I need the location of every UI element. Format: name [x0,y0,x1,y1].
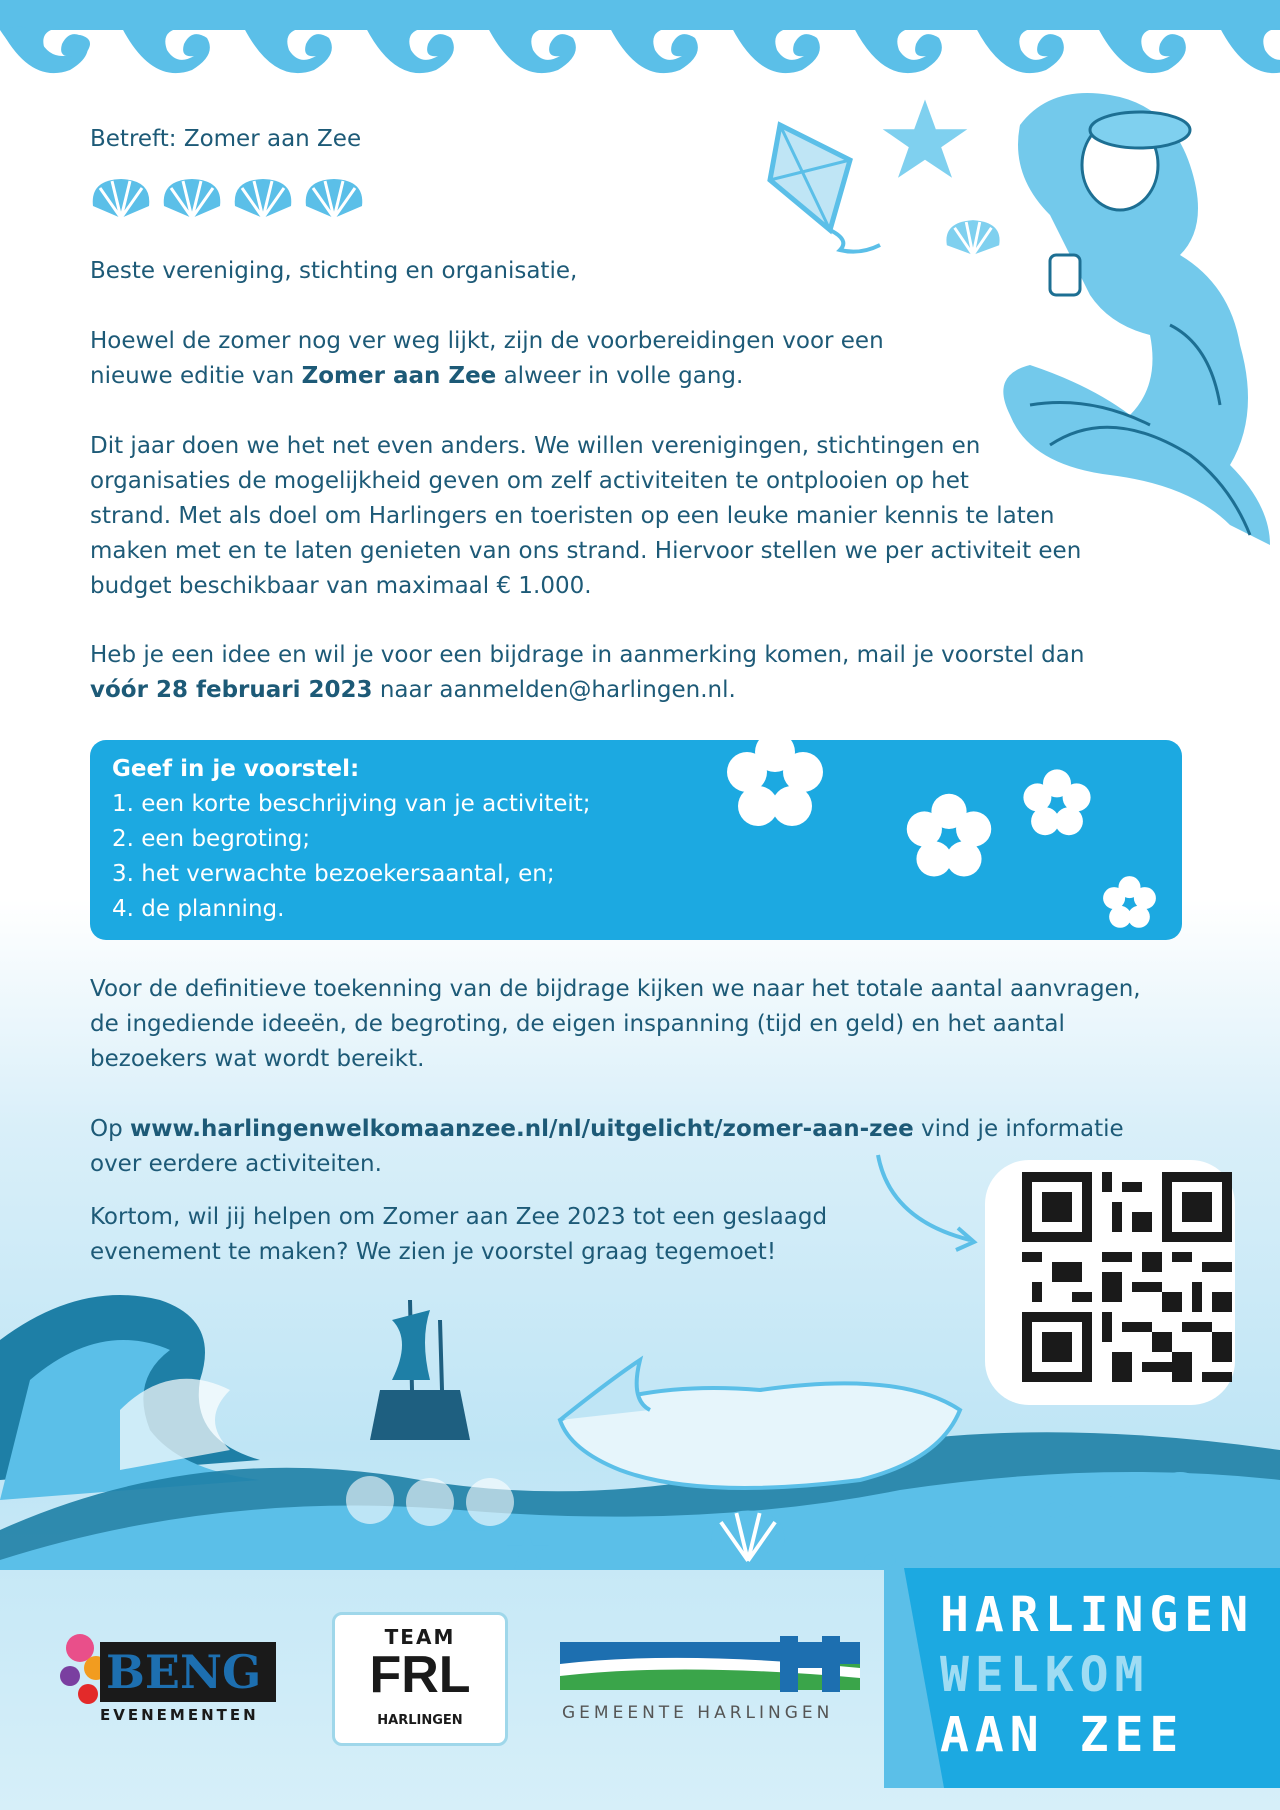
wave-curl [0,28,122,73]
text-line: Dit jaar doen we het net even anders. We willen verenigingen, stichtingen en [90,433,981,459]
footprints-icon [850,1450,1230,1580]
flower-icon [1102,875,1157,930]
frl-top: TEAM [384,1625,456,1649]
team-frl-logo [332,1612,508,1746]
starfish-icon [505,1528,550,1573]
event-name: Zomer aan Zee [301,363,497,389]
shell-icon [161,176,223,220]
wave-curl [122,28,244,73]
text-line: budget beschikbaar van maximaal € 1.000. [90,573,592,599]
text-line: Hoewel de zomer nog ver weg lijkt, zijn de voorbereidingen voor een [90,328,884,354]
text-line: over eerdere activiteiten. [90,1151,382,1177]
wave-curl [366,28,488,73]
frl-main: FRL [369,1646,471,1704]
text-line: Op [90,1116,131,1142]
beng-logo [48,1618,278,1728]
wave-curl [854,28,976,73]
wave-curl [244,28,366,73]
kite-icon [760,120,890,260]
text-line: de ingediende ideeën, de begroting, de eigen inspanning (tijd en geld) en het aantal [90,1011,1065,1037]
website-link[interactable]: www.harlingenwelkomaanzee.nl/nl/uitgelicht/zomer-aan-zee [130,1116,914,1142]
starfish-icon [428,1508,488,1568]
flower-icon [720,740,830,830]
letter-subject: Betreft: Zomer aan Zee [90,126,362,152]
box-title: Geef in je voorstel: [112,756,360,782]
text-line: alweer in volle gang. [496,363,744,389]
text-line: vind je informatie [913,1116,1124,1142]
frl-sub: HARLINGEN [377,1713,463,1728]
list-item: 4. de planning. [112,896,285,922]
box-content [112,752,591,927]
flower-icon [1022,768,1092,838]
wave-curl [976,28,1098,73]
deadline-date: vóór 28 februari 2023 [90,677,373,703]
banner-corner [884,1568,944,1788]
shell-icon [708,1505,788,1565]
text-line: maken met en te laten genieten van ons strand. Hiervoor stellen we per activiteit een [90,538,1082,564]
flower-icon [905,792,993,880]
list-item: 3. het verwachte bezoekersaantal, en; [112,861,555,887]
salutation: Beste vereniging, stichting en organisatie, [90,258,578,284]
shell-row [90,176,365,220]
text-line: Voor de definitieve toekenning van de bijdrage kijken we naar het totale aantal aanvragen, [90,976,1141,1002]
paragraph-description [90,429,1081,604]
text-line: organisaties de mogelijkheid geven om zelf activiteiten te ontplooien op het [90,468,969,494]
shell-icon [232,176,294,220]
text-line: strand. Met als doel om Harlingers en toeristen op een leuke manier kennis te laten [90,503,1055,529]
banner-line-2: WELKOM [940,1647,1150,1703]
beng-subtitle: EVENEMENTEN [100,1706,259,1724]
text-line: Kortom, wil jij helpen om Zomer aan Zee 2023 tot een geslaagd [90,1204,828,1230]
shell-icon [303,176,365,220]
paragraph-deadline [90,638,1084,708]
shell-icon [90,176,152,220]
shell-icon [943,215,1003,260]
banner-line-1: HARLINGEN [940,1587,1255,1643]
list-item: 1. een korte beschrijving van je activiteit; [112,791,591,817]
paragraph-intro [90,324,884,394]
text-line: evenement te maken? We zien je voorstel graag tegemoet! [90,1239,777,1265]
gemeente-harlingen-logo [560,1628,860,1728]
text-line: nieuwe editie van [90,363,302,389]
wave-curl [732,28,854,73]
starfish-icon [880,95,970,185]
email-text[interactable]: naar aanmelden@harlingen.nl. [372,677,736,703]
banner-line-3: AAN ZEE [940,1707,1185,1763]
text-line: Heb je een idee en wil je voor een bijdrage in aanmerking komen, mail je voorstel dan [90,642,1085,668]
wave-curl [1098,28,1220,73]
wave-curl [488,28,610,73]
gemeente-name: GEMEENTE HARLINGEN [562,1703,834,1723]
beng-wordmark: BENG [106,1645,262,1699]
list-item: 2. een begroting; [112,826,311,852]
wave-curl [1220,28,1280,73]
paragraph-evaluation [90,972,1141,1077]
wave-curl [610,28,732,73]
text-line: bezoekers wat wordt bereikt. [90,1046,425,1072]
proposal-requirements-box [90,740,1182,940]
